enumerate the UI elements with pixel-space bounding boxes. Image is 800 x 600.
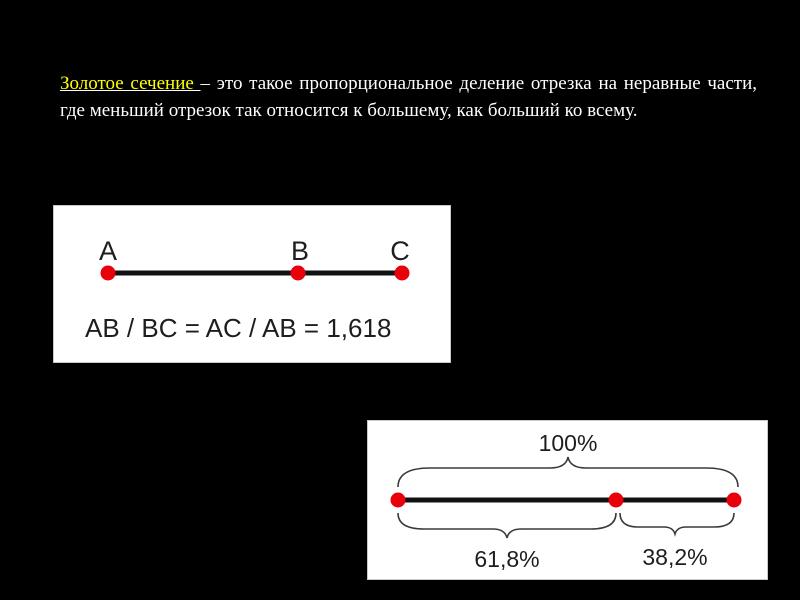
smaller-part-brace — [620, 513, 734, 534]
total-percent-label: 100% — [538, 430, 598, 456]
total-brace — [398, 457, 738, 487]
golden-ratio-formula: AB / BC = AC / AB = 1,618 — [85, 313, 392, 343]
point-b-label: B — [290, 236, 310, 266]
definition-text — [60, 70, 757, 124]
point-c-label: C — [390, 236, 410, 266]
percent-end-dot — [727, 493, 742, 508]
definition-dash: – — [200, 73, 217, 94]
point-a-label: A — [98, 236, 118, 266]
definition-body: это такое пропорциональное деление отрезка на неравные части, где меньший отрезок так относится к большему, как больший ко всему. — [60, 73, 757, 121]
larger-percent-label: 61,8% — [474, 546, 540, 572]
point-c-dot — [395, 266, 410, 281]
percent-start-dot — [391, 493, 406, 508]
larger-part-brace — [398, 513, 616, 538]
point-b-dot — [291, 266, 306, 281]
point-a-dot — [101, 266, 116, 281]
segment-percent-diagram — [367, 420, 768, 580]
segment-abc-diagram — [53, 205, 451, 363]
smaller-percent-label: 38,2% — [642, 544, 708, 570]
segment-percent-drawing — [368, 421, 769, 581]
segment-abc-drawing — [54, 206, 452, 364]
definition-term: Золотое сечение — [60, 73, 201, 94]
percent-split-dot — [609, 493, 624, 508]
